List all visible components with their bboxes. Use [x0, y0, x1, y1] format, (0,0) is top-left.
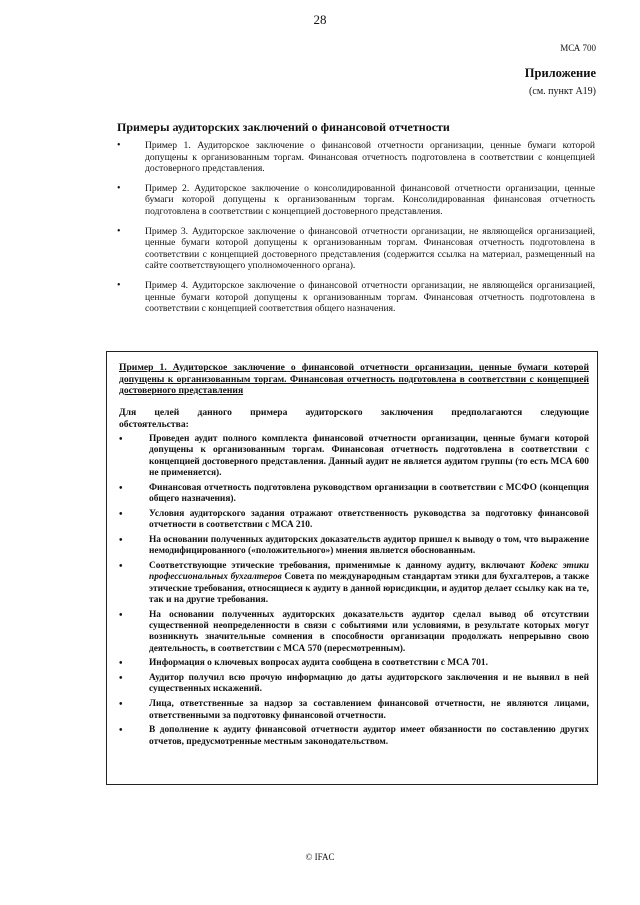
- list-item: [117, 140, 595, 175]
- code-of-ethics-title: Кодекс этики профессиональных бухгалтеров: [149, 560, 590, 583]
- assumption-text: Аудитор получил всю прочую информацию до даты аудиторского заключения и не выявил в ней существенных искажений.: [149, 673, 589, 695]
- list-item: [117, 280, 595, 315]
- assumption-text: Лица, ответственные за надзор за составлением финансовой отчетности, не являются лицами, ответственными за подготовку финансовой отчетности.: [149, 699, 589, 721]
- assumption-text-before: Соответствующие этические требования, применимые к данному аудиту, включают: [149, 560, 530, 571]
- box-title: Пример 1. Аудиторское заключение о финансовой отчетности организации, ценные бумаги которой допущены к организованным торгам. Финансовая отчетность подготовлена в соответствии с концепцией достоверного представления: [119, 362, 589, 396]
- bullet-icon: •: [117, 182, 121, 194]
- bullet-icon: •: [119, 534, 123, 546]
- bullet-icon: •: [117, 225, 121, 237]
- assumption-text: Условия аудиторского задания отражают ответственность руководства за подготовку финансовой отчетности в соответствии с МСА 210.: [149, 508, 589, 531]
- bullet-icon: •: [117, 140, 121, 151]
- assumptions-list: [119, 434, 589, 751]
- assumption-text: В дополнение к аудиту финансовой отчетности аудитор имеет обязанности по составлению других отчетов, предусмотренные местным законодательством.: [149, 725, 589, 747]
- list-item: [119, 434, 589, 479]
- list-item: [119, 725, 589, 748]
- list-item: [117, 183, 595, 218]
- assumption-text: Проведен аудит полного комплекта финансовой отчетности организации, ценные бумаги которой допущены к организованным торгам. Финансовая отчетность подготовлена в соответствии с концепцией достоверного представления. Данный аудит не является аудитом группы (то есть МСА 600 не применяется).: [149, 434, 589, 478]
- assumption-text: На основании полученных аудиторских доказательств аудитор сделал вывод об отсутствии существенной неопределенности в связи с событиями или условиями, в результате которых могут возникнуть значительные сомнения в способности организации продолжать непрерывно свою деятельность, в соответствии с МСА 570 (пересмотренным).: [149, 609, 589, 654]
- examples-list: [117, 140, 595, 323]
- appendix-title: Приложение: [524, 66, 596, 80]
- bullet-icon: •: [117, 279, 121, 291]
- box-intro: Для целей данного примера аудиторского заключения предполагаются следующие обстоятельства:: [119, 407, 589, 430]
- bullet-icon: •: [119, 658, 123, 670]
- list-item: [119, 509, 589, 532]
- list-item: [119, 610, 589, 655]
- list-item: [119, 673, 589, 696]
- page-number: 28: [313, 12, 327, 27]
- example-text: Пример 1. Аудиторское заключение о финансовой отчетности организации, ценные бумаги которой допущены к организованным торгам. Финансовая отчетность подготовлена в соответствии с концепцией достоверного представления.: [145, 140, 595, 175]
- example-box: [106, 351, 598, 785]
- example-text: Пример 3. Аудиторское заключение о финансовой отчетности организации, не являющейся организацией, ценные бумаги которой допущены к организованным торгам. Финансовая отчетность подготовлена в соответствии с концепцией достоверного представления (содержится ссылка на материал, размещенный на сайте соответствующего уполномоченного органа).: [145, 225, 595, 272]
- list-item: [119, 658, 589, 669]
- list-item: [119, 483, 589, 506]
- assumption-text: Информация о ключевых вопросах аудита сообщена в соответствии с МСА 701.: [149, 658, 488, 669]
- assumption-text-after: Совета по международным стандартам этики для бухгалтеров, а также этические требования, относящиеся к аудиту в данной юрисдикции, и аудитор делает ссылку как на те, так и на другие требования.: [149, 572, 589, 605]
- example-text: Пример 4. Аудиторское заключение о финансовой отчетности организации, не являющейся организацией, ценные бумаги которой допущены к организованным торгам. Финансовая отчетность подготовлена в соответствии с концепцией соответствия общего назначения.: [145, 279, 595, 315]
- section-heading: Примеры аудиторских заключений о финансовой отчетности: [117, 120, 450, 134]
- list-item: [119, 535, 589, 558]
- bullet-icon: •: [119, 560, 123, 572]
- list-item: [117, 226, 595, 272]
- copyright-footer: © IFAC: [305, 852, 335, 862]
- bullet-icon: •: [119, 434, 123, 445]
- assumption-text: Финансовая отчетность подготовлена руководством организации в соответствии с МСФО (концепция общего назначения).: [149, 482, 589, 504]
- list-item: [119, 561, 589, 606]
- list-item: [119, 699, 589, 722]
- bullet-icon: •: [119, 508, 123, 520]
- assumption-text: На основании полученных аудиторских доказательств аудитор пришел к выводу о том, что выражение немодифицированного («положительного») мнения является обоснованным.: [149, 534, 589, 557]
- document-code: МСА 700: [560, 43, 596, 53]
- bullet-icon: •: [119, 699, 123, 711]
- appendix-reference: (см. пункт А19): [529, 86, 596, 97]
- bullet-icon: •: [119, 673, 123, 685]
- bullet-icon: •: [119, 725, 123, 737]
- bullet-icon: •: [119, 482, 123, 494]
- bullet-icon: •: [119, 609, 123, 621]
- example-text: Пример 2. Аудиторское заключение о консолидированной финансовой отчетности организации, ценные бумаги которой допущены к организованным торгам. Консолидированная финансовая отчетность подготовлена в соответствии с концепцией достоверного представления.: [145, 182, 595, 217]
